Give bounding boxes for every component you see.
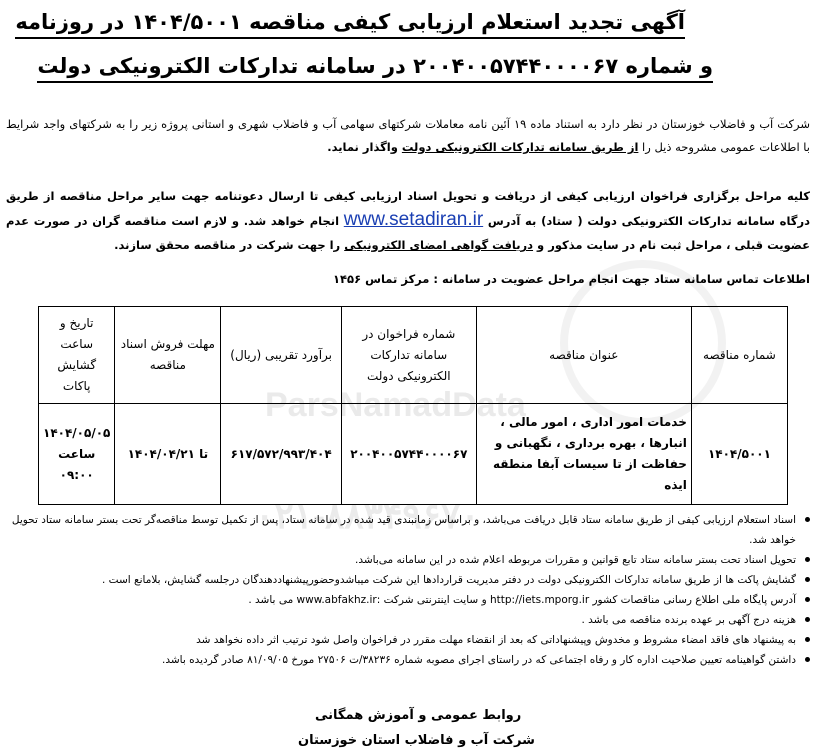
- setad-website-link[interactable]: www.setadiran.ir: [343, 209, 484, 230]
- tender-table: [38, 306, 788, 505]
- list-item: گشایش پاکت ها از طریق سامانه تدارکات الکترونیکی دولت در دفتر مدیریت قراردادها این شرکت میباشدوحضورپیشنهاددهندگان درجلسه گشایش، بلامانع است .: [6, 570, 796, 590]
- header-sale-deadline: مهلت فروش اسناد مناقصه: [115, 307, 221, 404]
- intro-tail: واگذار نماید.: [327, 140, 402, 154]
- cell-tender-number: ۱۴۰۴/۵۰۰۱: [691, 404, 787, 505]
- header-opening-date: تاریخ و ساعت گشایش پاکات: [39, 307, 115, 404]
- header-call-number: شماره فراخوان در سامانه تدارکات الکترونیکی دولت: [341, 307, 476, 404]
- ad-title-line1: آگهی تجدید استعلام ارزیابی کیفی مناقصه ۱۴۰۴/۵۰۰۱ در روزنامه: [15, 10, 685, 39]
- ad-title-line2: و شماره ۲۰۰۴۰۰۵۷۴۴۰۰۰۰۶۷ در سامانه تدارکات الکترونیکی دولت: [37, 54, 713, 83]
- cell-call-number: ۲۰۰۴۰۰۵۷۴۴۰۰۰۰۶۷: [341, 404, 476, 505]
- cell-opening-date: ۱۴۰۴/۰۵/۰۵ ساعت ۰۹:۰۰: [39, 404, 115, 505]
- list-item: داشتن گواهینامه تعیین صلاحیت اداره کار و رفاه اجتماعی که در راستای اجرای مصوبه شماره ۳۸۲۳۶/ت ۲۷۵۰۶ مورخ ۸۱/۰۹/۰۵ صادر گردیده باشد.: [6, 650, 796, 670]
- list-item: به پیشنهاد های فاقد امضاء مشروط و مخدوش وپیشنهاداتی که بعد از انقضاء مهلت مقرر در فراخوان واصل شود ترتیب اثر داده نخواهد شد: [6, 630, 796, 650]
- intro-text: شرکت آب و فاضلاب خوزستان در نظر دارد به استناد ماده ۱۹ آئین نامه معاملات شرکتهای سهامی آب و فاضلاب شهری و استانی پروژه زیر را به شرکتهای واجد شرایط با اطلاعات عمومی مشروحه ذیل را: [6, 117, 810, 154]
- intro-bold-underlined: از طریق سامانه تدارکات الکترونیکی دولت: [401, 140, 639, 154]
- intro-paragraph: [6, 113, 810, 159]
- list-item: هزینه درج آگهی بر عهده برنده مناقصه می باشد .: [6, 610, 796, 630]
- header-estimate: برآورد تقریبی (ریال): [221, 307, 342, 404]
- process-underlined: دریافت گواهی امضای الکترونیکی: [344, 238, 534, 252]
- watermark-name: ParsNamadData: [265, 386, 526, 424]
- cell-estimate: ۶۱۷/۵۷۲/۹۹۳/۴۰۴: [221, 404, 342, 505]
- header-tender-number: شماره مناقصه: [691, 307, 787, 404]
- list-item: اسناد استعلام ارزیابی کیفی از طریق سامانه ستاد قابل دریافت می‌باشد، و براساس زمانبندی قید شده در سامانه ستاد، پس از تکمیل توسط مناقصه‌گر تحت بستر سامانه ستاد تحویل خواهد شد.: [6, 510, 796, 550]
- process-part2: انجام خواهد شد. و لازم است مناقصه گران در صورت عدم عضویت قبلی ، مراحل ثبت نام در سایت مذکور و: [6, 214, 810, 252]
- process-part1: کلیه مراحل برگزاری فراخوان ارزیابی کیفی از دریافت و تحویل اسناد ارزیابی کیفی تا ارسال دعوتنامه جهت سایر مراحل مناقصه از طریق درگاه سامانه تدارکات الکترونیکی دولت ( ستاد) به آدرس: [6, 189, 810, 228]
- cell-sale-deadline: تا ۱۴۰۴/۰۴/۲۱: [115, 404, 221, 505]
- signature-company: شرکت آب و فاضلاب استان خوزستان: [298, 733, 535, 748]
- table-header-row: [39, 307, 788, 404]
- watermark-phone: ۰۲۱-۸۸۳۴۹۶۷۰: [255, 495, 480, 536]
- signature-department: روابط عمومی و آموزش همگانی: [315, 708, 522, 723]
- table-row: [39, 404, 788, 505]
- process-paragraph: [6, 184, 810, 257]
- process-part3: را جهت شرکت در مناقصه محقق سازند.: [114, 238, 345, 252]
- header-tender-title: عنوان مناقصه: [476, 307, 691, 404]
- notes-list: [6, 510, 814, 670]
- list-item: آدرس پایگاه ملی اطلاع رسانی مناقصات کشور http://iets.mporg.ir و سایت اینترنتی شرکت :www.abfakhz.ir می باشد .: [6, 590, 796, 610]
- contact-info: اطلاعات تماس سامانه ستاد جهت انجام مراحل عضویت در سامانه : مرکز تماس ۱۴۵۶: [333, 272, 810, 286]
- list-item: تحویل اسناد تحت بستر سامانه ستاد تابع قوانین و مقررات مربوطه اعلام شده در این سامانه می‌باشد.: [6, 550, 796, 570]
- cell-tender-title: خدمات امور اداری ، امور مالی ، انبارها ، بهره برداری ، نگهبانی و حفاظت از تا سیسات آبفا منطقه ایذه: [476, 404, 691, 505]
